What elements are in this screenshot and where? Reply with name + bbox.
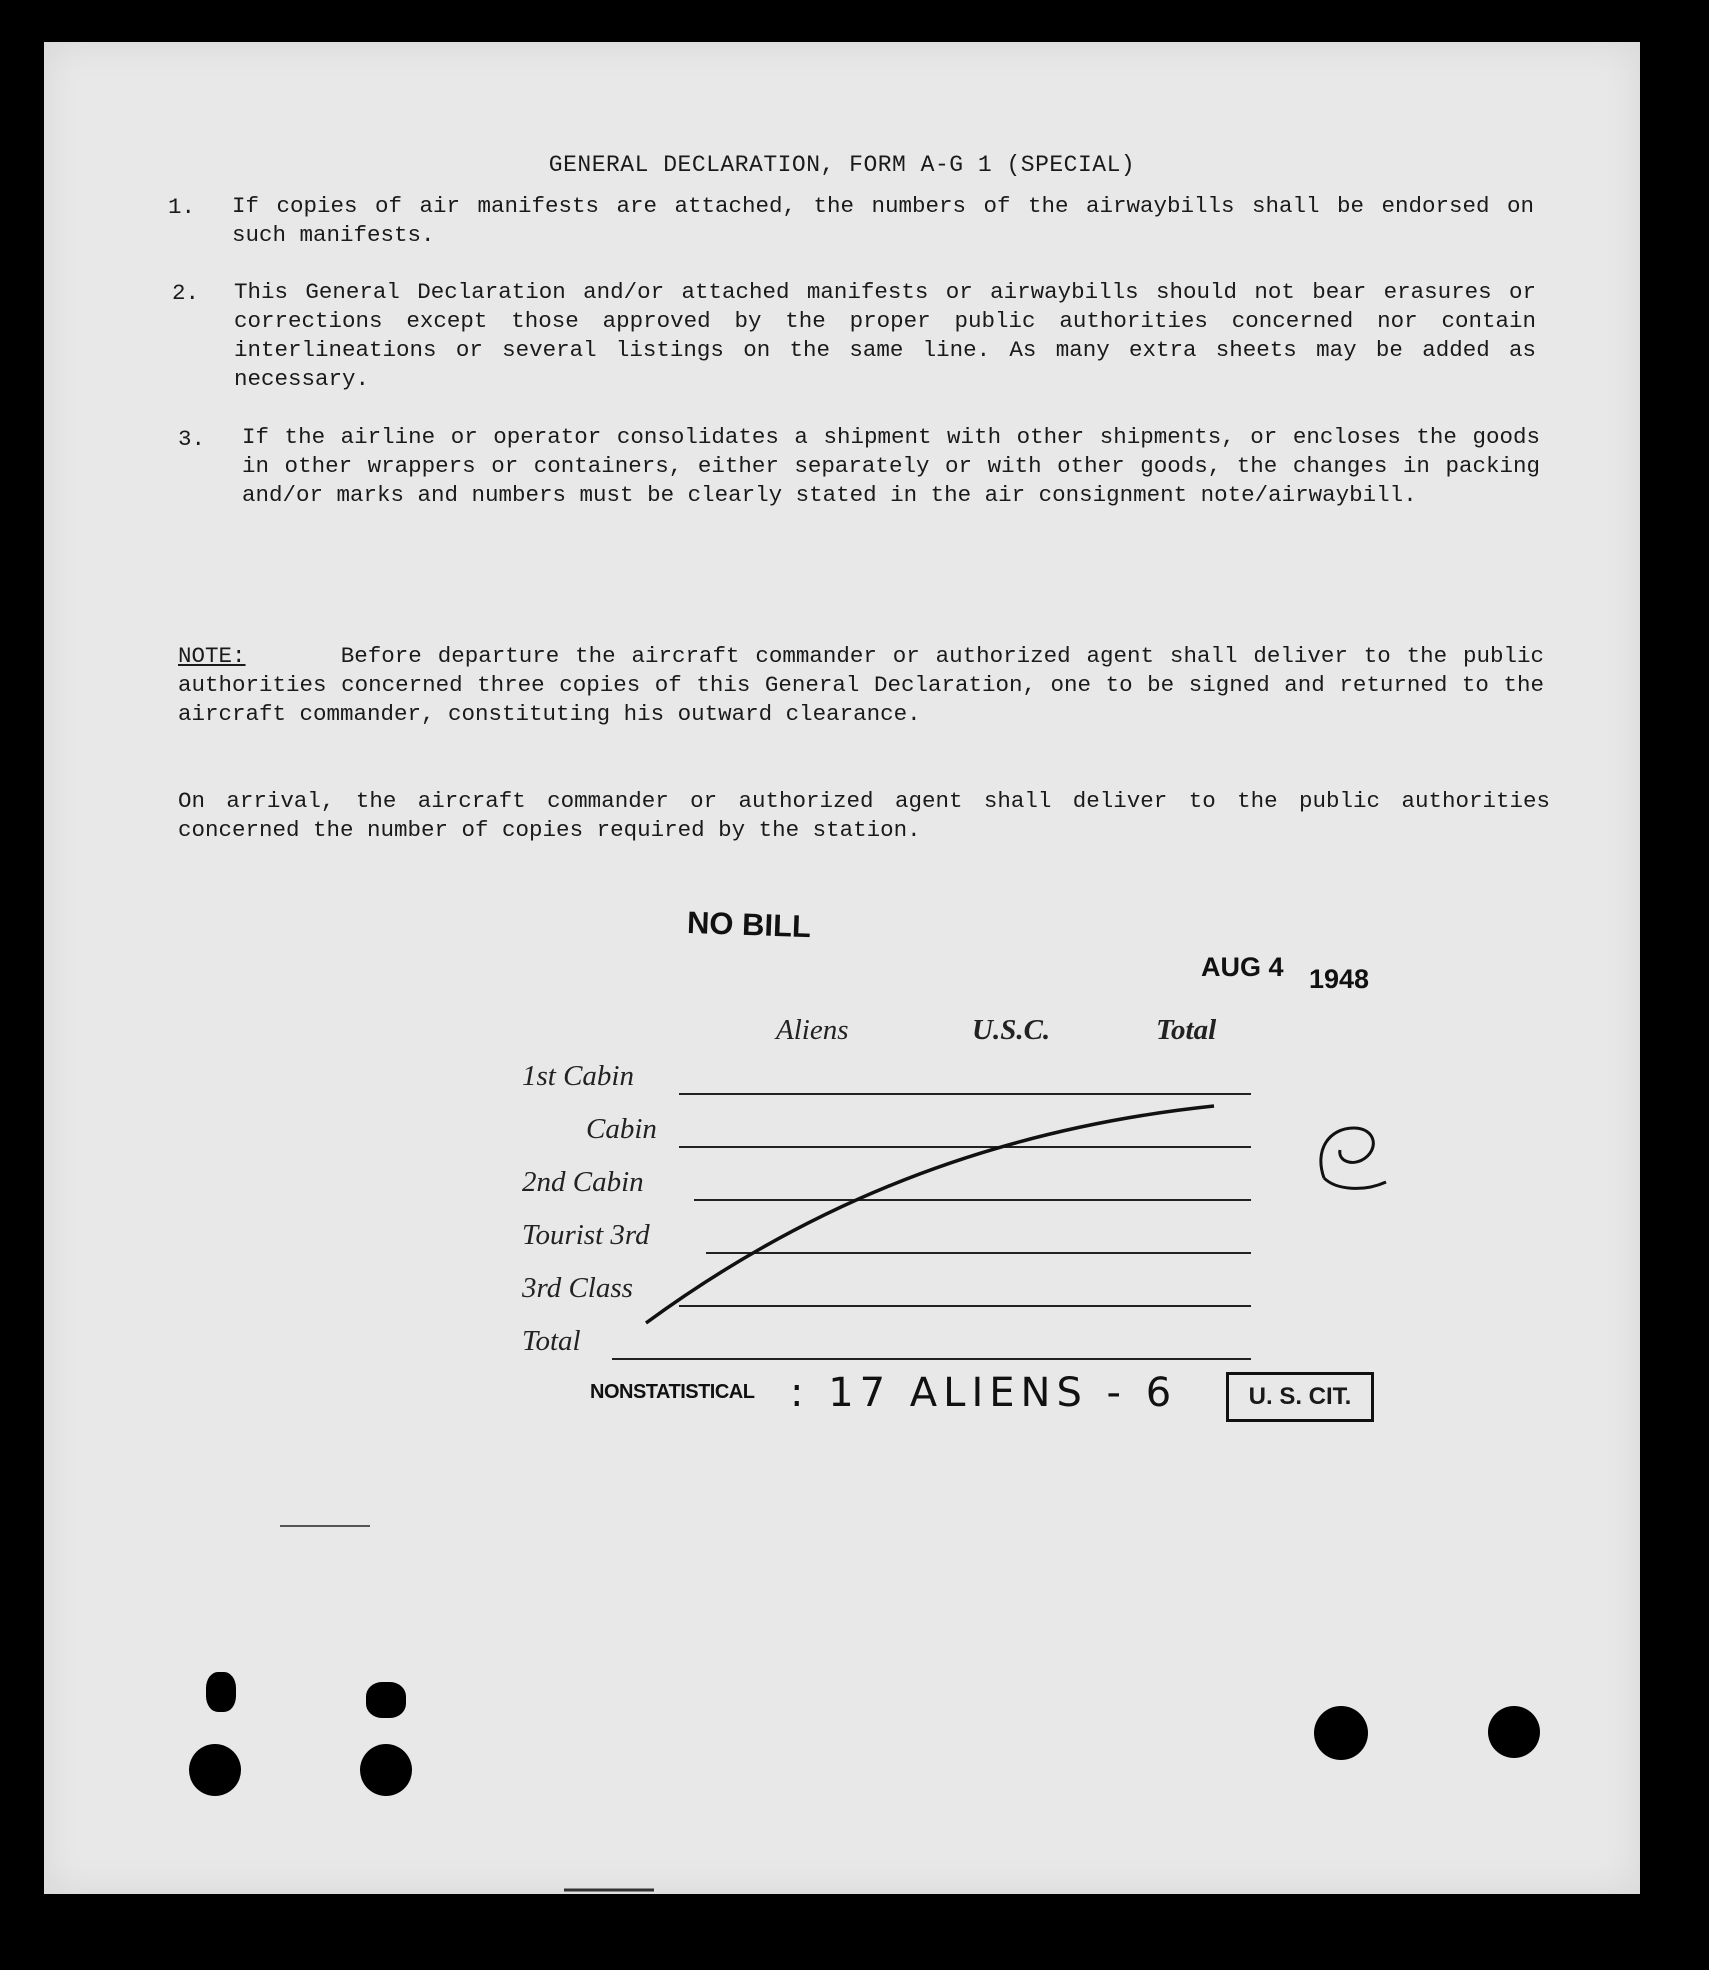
row-label-tourist-3rd: Tourist 3rd bbox=[522, 1219, 650, 1251]
note-label: NOTE: bbox=[178, 643, 246, 669]
row-label-1st-cabin: 1st Cabin bbox=[522, 1060, 634, 1092]
paper-artifacts bbox=[44, 42, 1640, 1894]
punch-hole-1-top bbox=[206, 1672, 236, 1712]
row-label-cabin: Cabin bbox=[586, 1113, 657, 1145]
nonstatistical-stamp: NONSTATISTICAL bbox=[590, 1381, 755, 1403]
item-number-1: 1. bbox=[168, 194, 196, 220]
col-header-usc: U.S.C. bbox=[972, 1014, 1051, 1046]
punch-hole-1 bbox=[189, 1744, 241, 1796]
row-label-total: Total bbox=[522, 1325, 581, 1357]
col-header-aliens: Aliens bbox=[776, 1014, 849, 1046]
punch-hole-2-top bbox=[366, 1682, 406, 1718]
item-number-2: 2. bbox=[172, 280, 200, 306]
form-title: GENERAL DECLARATION, FORM A-G 1 (SPECIAL) bbox=[548, 152, 1136, 178]
row-label-2nd-cabin: 2nd Cabin bbox=[522, 1166, 644, 1198]
item-text-3: If the airline or operator consolidates a shipment with other shipments, or encloses the goods in other wrappers or containers, either separately or with other goods, the changes in packing and/or marks and numbers must be clearly stated in the air consignment note/airwaybill. bbox=[242, 424, 1540, 508]
date-stamp: AUG 4 bbox=[1201, 952, 1284, 982]
no-bill-stamp: NO BILL bbox=[686, 904, 812, 945]
handwritten-count: : 17 ALIENS - 6 bbox=[790, 1370, 1178, 1416]
punch-hole-3 bbox=[1314, 1706, 1368, 1760]
arrival-paragraph: On arrival, the aircraft commander or authorized agent shall deliver to the public authorities concerned the number of copies required by the station. bbox=[178, 788, 1550, 843]
punch-hole-4 bbox=[1488, 1706, 1540, 1758]
document-page bbox=[44, 42, 1640, 1894]
item-number-3: 3. bbox=[178, 426, 206, 452]
punch-hole-2 bbox=[360, 1744, 412, 1796]
item-text-2: This General Declaration and/or attached manifests or airwaybills should not bear erasures or corrections except those approved by the proper public authorities concerned nor contain interlineations or several listings on the same line. As many extra sheets may be added as necessary. bbox=[234, 279, 1536, 392]
us-cit-stamp: U. S. CIT. bbox=[1226, 1372, 1374, 1422]
year-stamp: 1948 bbox=[1309, 964, 1370, 994]
row-label-3rd-class: 3rd Class bbox=[522, 1272, 633, 1304]
col-header-total: Total bbox=[1156, 1014, 1217, 1046]
item-text-1: If copies of air manifests are attached, the numbers of the airwaybills shall be endorsed on such manifests. bbox=[232, 193, 1534, 248]
note-text: Before departure the aircraft commander or authorized agent shall deliver to the public authorities concerned three copies of this General Declaration, one to be signed and returned to the aircraft commander, constituting his outward clearance. bbox=[178, 643, 1544, 727]
